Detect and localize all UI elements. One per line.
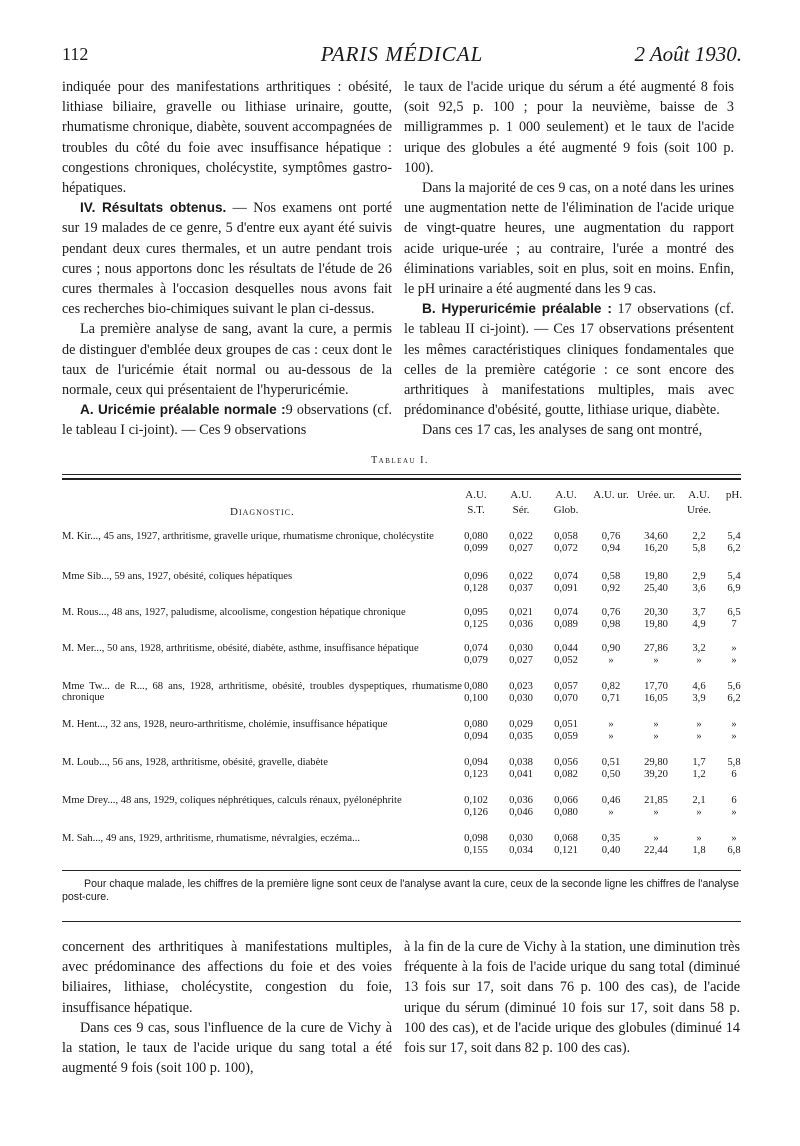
section-heading: A. Uricémie préalable normale :	[80, 402, 286, 418]
value-pre-cure: 6,5	[727, 607, 741, 618]
value-pre-cure: 0,074	[554, 571, 578, 582]
page-header	[62, 42, 742, 70]
value-pre-cure: 0,058	[554, 531, 578, 542]
paragraph-text: 17 observations (cf. le tableau II ci-joint). — Ces 17 observations présentent les mêmes caractéristiques cliniques fondamentales que celles de la première catégorie : ce sont encore des arthritiques à manifestations multiples, mais avec prédominance d'obésité, goutte, lithiase urique, diabète.	[404, 301, 734, 419]
value-post-cure: 0,94	[601, 543, 621, 554]
table-rule	[62, 921, 741, 922]
value-post-cure: 0,052	[554, 655, 578, 666]
value-pre-cure: »	[731, 719, 737, 730]
value-pre-cure: 0,023	[509, 681, 533, 692]
value-pre-cure: 4,6	[692, 681, 706, 692]
value-post-cure: 0,123	[464, 769, 488, 780]
value-post-cure: 0,121	[554, 845, 578, 856]
value-post-cure: 6	[731, 769, 737, 780]
diagnosis-cell: M. Mer..., 50 ans, 1928, arthritisme, obésité, diabète, asthme, insuffisance hépatique	[62, 643, 419, 654]
table-rule	[62, 478, 741, 480]
value-post-cure: 0,070	[554, 693, 578, 704]
table-row	[62, 681, 741, 713]
value-post-cure: 0,126	[464, 807, 488, 818]
column-header: A.U. Glob.	[553, 489, 579, 516]
value-post-cure: »	[696, 655, 702, 666]
diagnosis-cell: M. Kir..., 45 ans, 1927, arthritisme, gravelle urique, rhumatisme chronique, cholécystite	[62, 531, 434, 542]
paragraph: Dans ces 17 cas, les analyses de sang ont montré,	[422, 422, 703, 439]
value-pre-cure: »	[653, 719, 659, 730]
value-pre-cure: »	[696, 833, 702, 844]
column-left-top	[62, 77, 392, 441]
value-post-cure: 5,8	[692, 543, 706, 554]
diagnosis-cell: M. Rous..., 48 ans, 1927, paludisme, alcoolisme, congestion hépatique chronique	[62, 607, 406, 618]
value-pre-cure: 19,80	[644, 571, 668, 582]
diagnosis-cell: Mme Drey..., 48 ans, 1929, coliques néphrétiques, calculs rénaux, pyélonéphrite	[62, 795, 402, 806]
value-post-cure: 6,9	[727, 583, 741, 594]
value-pre-cure: »	[653, 833, 659, 844]
value-post-cure: 1,2	[692, 769, 706, 780]
value-pre-cure: 0,096	[464, 571, 488, 582]
column-left-bottom	[62, 937, 392, 1078]
value-post-cure: 0,027	[509, 543, 533, 554]
table-row	[62, 833, 741, 865]
value-pre-cure: 5,4	[727, 571, 741, 582]
paragraph: concernent des arthritiques à manifestations multiples, avec prédominance des affections du foie et des voies biliaires, lithiase, cholécystite, congestion du foie, insuffisance hépatique.	[62, 939, 392, 1016]
value-post-cure: 0,40	[601, 845, 621, 856]
table-row	[62, 531, 741, 563]
value-pre-cure: 0,080	[464, 681, 488, 692]
value-post-cure: 0,027	[509, 655, 533, 666]
column-header: Urée. ur.	[636, 489, 676, 501]
value-pre-cure: 0,080	[464, 531, 488, 542]
paragraph: indiquée pour des manifestations arthritiques : obésité, lithiase biliaire, gravelle ou lithiase urinaire, goutte, rhumatisme chronique, diabète, souvent accompagnées de troubles du côté du foie avec insuffisance hépatique : congestions chroniques, cholécystite, symptômes gastro-hépatiques.	[62, 79, 392, 197]
diagnosis-cell: M. Hent..., 32 ans, 1928, neuro-arthritisme, cholémie, insuffisance hépatique	[62, 719, 388, 730]
value-pre-cure: 21,85	[644, 795, 668, 806]
value-pre-cure: 0,029	[509, 719, 533, 730]
value-post-cure: 0,072	[554, 543, 578, 554]
value-pre-cure: 5,8	[727, 757, 741, 768]
value-pre-cure: 0,022	[509, 571, 533, 582]
value-pre-cure: 5,4	[727, 531, 741, 542]
value-post-cure: 6,2	[727, 543, 741, 554]
value-post-cure: 22,44	[644, 845, 668, 856]
diagnosis-cell: M. Sah..., 49 ans, 1929, arthritisme, rhumatisme, névralgies, eczéma...	[62, 833, 361, 844]
column-header: A.U. Urée.	[686, 489, 712, 516]
column-header: A.U. ur.	[593, 489, 629, 501]
paragraph	[404, 299, 734, 420]
value-post-cure: »	[653, 807, 659, 818]
table-row	[62, 607, 741, 639]
value-pre-cure: 0,074	[554, 607, 578, 618]
value-post-cure: »	[731, 807, 737, 818]
value-post-cure: 0,125	[464, 619, 488, 630]
value-post-cure: 0,71	[601, 693, 621, 704]
value-pre-cure: 0,51	[601, 757, 621, 768]
value-post-cure: 4,9	[692, 619, 706, 630]
table-note	[62, 878, 741, 904]
value-post-cure: 19,80	[644, 619, 668, 630]
table-row	[62, 795, 741, 827]
paragraph	[62, 400, 392, 440]
value-post-cure: 0,100	[464, 693, 488, 704]
table-caption: Tableau I.	[371, 455, 429, 466]
value-post-cure: 16,20	[644, 543, 668, 554]
table-rule	[62, 870, 741, 871]
value-post-cure: »	[608, 655, 614, 666]
value-pre-cure: 34,60	[644, 531, 668, 542]
value-post-cure: »	[731, 655, 737, 666]
value-pre-cure: »	[696, 719, 702, 730]
paragraph: IV. Résultats obtenus. — Nos examens ont porté sur 19 malades de ce genre, 5 d'entre eux ayant été suivis pendant deux cures thermales, et un autre pendant trois cures ; nous apportons donc les résultats de l'étude de 26 cures thermales à l'occasion desquelles nous avons fait ces recherches bio-chimiques suivant le plan ci-dessus.	[62, 200, 393, 318]
value-pre-cure: 0,76	[601, 531, 621, 542]
value-pre-cure: 0,057	[554, 681, 578, 692]
section-heading: IV. Résultats obtenus.	[80, 200, 227, 216]
value-pre-cure: 20,30	[644, 607, 668, 618]
value-pre-cure: 3,2	[692, 643, 706, 654]
value-pre-cure: »	[608, 719, 614, 730]
page-number: 112	[62, 44, 89, 64]
value-post-cure: 0,089	[554, 619, 578, 630]
diagnosis-cell: Mme Sib..., 59 ans, 1927, obésité, coliques hépatiques	[62, 571, 293, 582]
value-pre-cure: 0,58	[601, 571, 621, 582]
diagnosis-cell: Mme Tw... de R..., 68 ans, 1928, arthritisme, obésité, troubles dyspeptiques, rhumatisme chronique	[62, 681, 462, 703]
value-pre-cure: 6	[731, 795, 737, 806]
value-pre-cure: 0,102	[464, 795, 488, 806]
value-post-cure: 0,041	[509, 769, 533, 780]
value-pre-cure: 0,098	[464, 833, 488, 844]
value-post-cure: 0,036	[509, 619, 533, 630]
value-pre-cure: 5,6	[727, 681, 741, 692]
value-post-cure: »	[731, 731, 737, 742]
value-post-cure: 0,079	[464, 655, 488, 666]
value-pre-cure: 0,82	[601, 681, 621, 692]
value-pre-cure: 0,095	[464, 607, 488, 618]
value-post-cure: »	[653, 655, 659, 666]
value-post-cure: »	[653, 731, 659, 742]
table-rule	[62, 474, 741, 475]
value-pre-cure: 0,90	[601, 643, 621, 654]
table-row	[62, 571, 741, 603]
value-post-cure: 1,8	[692, 845, 706, 856]
value-pre-cure: »	[731, 833, 737, 844]
column-header: pH.	[725, 489, 743, 501]
value-post-cure: 25,40	[644, 583, 668, 594]
value-pre-cure: 0,76	[601, 607, 621, 618]
value-pre-cure: 0,030	[509, 643, 533, 654]
value-post-cure: 0,128	[464, 583, 488, 594]
value-post-cure: 0,082	[554, 769, 578, 780]
issue-date: 2 Août 1930.	[634, 42, 742, 66]
value-pre-cure: 0,066	[554, 795, 578, 806]
value-post-cure: 16,05	[644, 693, 668, 704]
value-pre-cure: 2,2	[692, 531, 706, 542]
table-row	[62, 719, 741, 751]
journal-title: PARIS MÉDICAL	[320, 42, 484, 66]
value-post-cure: 0,035	[509, 731, 533, 742]
column-right-bottom	[404, 937, 740, 1058]
value-pre-cure: 0,074	[464, 643, 488, 654]
value-post-cure: 0,030	[509, 693, 533, 704]
value-post-cure: 0,155	[464, 845, 488, 856]
diagnosis-cell: M. Loub..., 56 ans, 1928, arthritisme, obésité, gravelle, diabète	[62, 757, 328, 768]
paragraph-text: 9 observations (cf. le tableau I ci-joint). — Ces 9 observations	[62, 402, 392, 439]
value-post-cure: 6,8	[727, 845, 741, 856]
value-pre-cure: 29,80	[644, 757, 668, 768]
value-pre-cure: 27,86	[644, 643, 668, 654]
value-pre-cure: 0,036	[509, 795, 533, 806]
value-pre-cure: 3,7	[692, 607, 706, 618]
value-post-cure: 0,059	[554, 731, 578, 742]
value-pre-cure: 0,46	[601, 795, 621, 806]
value-pre-cure: 0,094	[464, 757, 488, 768]
value-post-cure: 0,091	[554, 583, 578, 594]
value-pre-cure: »	[731, 643, 737, 654]
value-post-cure: 0,034	[509, 845, 533, 856]
value-post-cure: 0,98	[601, 619, 621, 630]
value-pre-cure: 2,9	[692, 571, 706, 582]
value-pre-cure: 0,030	[509, 833, 533, 844]
value-post-cure: 0,037	[509, 583, 533, 594]
value-post-cure: 39,20	[644, 769, 668, 780]
value-post-cure: »	[608, 731, 614, 742]
value-post-cure: 7	[731, 619, 737, 630]
value-post-cure: »	[696, 807, 702, 818]
value-pre-cure: 0,051	[554, 719, 578, 730]
diagnostic-header: Diagnostic.	[230, 506, 295, 518]
value-pre-cure: 17,70	[644, 681, 668, 692]
paragraph: La première analyse de sang, avant la cure, a permis de distinguer d'emblée deux groupes de cas : ceux dont le taux de l'uricémie était normal ou au-dessous de la normale, ceux qui présentaient de l'hyperuricémie.	[62, 321, 392, 399]
paragraph: le taux de l'acide urique du sérum a été augmenté 8 fois (soit 92,5 p. 100 ; pour la neuvième, baisse de 3 milligrammes p. 1 000 seulement) et le taux de l'acide urique des globules a été augmenté 9 fois (soit 100 p. 100).	[404, 79, 734, 176]
paragraph-text: Nos examens ont porté sur 19 malades de ce genre, 5 d'entre eux ayant été suivis pendant deux cures thermales, et un autre pendant trois cures ; nous apportons donc les résultats de l'étude de 26 cures thermales à l'occasion desquelles nous avons fait ces recherches bio-chimiques suivant le plan ci-dessus.	[62, 200, 393, 318]
value-post-cure: 3,6	[692, 583, 706, 594]
table-header	[62, 488, 741, 528]
value-post-cure: 6,2	[727, 693, 741, 704]
value-post-cure: 0,094	[464, 731, 488, 742]
value-pre-cure: 0,022	[509, 531, 533, 542]
table-note-text: Pour chaque malade, les chiffres de la première ligne sont ceux de l'analyse avant la cure, ceux de la seconde ligne les chiffres de l'analyse post-cure.	[62, 878, 739, 903]
value-post-cure: 3,9	[692, 693, 706, 704]
column-header: A.U. S.T.	[465, 489, 487, 516]
column-header: A.U. Sér.	[510, 489, 532, 516]
value-pre-cure: 0,080	[464, 719, 488, 730]
value-post-cure: »	[608, 807, 614, 818]
value-pre-cure: 0,038	[509, 757, 533, 768]
table-row	[62, 757, 741, 789]
paragraph: Dans ces 9 cas, sous l'influence de la cure de Vichy à la station, le taux de l'acide urique du sang total a été augmenté 9 fois (soit 100 p. 100),	[62, 1019, 392, 1077]
table-row	[62, 643, 741, 675]
value-post-cure: 0,92	[601, 583, 621, 594]
value-pre-cure: 0,021	[509, 607, 533, 618]
section-heading: B. Hyperuricémie préalable :	[422, 301, 612, 317]
paragraph: à la fin de la cure de Vichy à la station, une diminution très fréquente à la fois de l'acide urique du sang total (diminué 13 fois sur 17, soit dans 76 p. 100 des cas), de l'acide urique du sérum (diminué 10 fois sur 17, soit dans 58 p. 100 des cas), et de l'acide urique des globules (diminué 14 fois sur 17, soit dans 82 p. 100 des cas).	[404, 939, 740, 1057]
value-pre-cure: 0,35	[601, 833, 621, 844]
value-pre-cure: 0,044	[554, 643, 578, 654]
value-pre-cure: 1,7	[692, 757, 706, 768]
value-post-cure: 0,50	[601, 769, 621, 780]
value-post-cure: »	[696, 731, 702, 742]
value-post-cure: 0,080	[554, 807, 578, 818]
value-post-cure: 0,099	[464, 543, 488, 554]
value-post-cure: 0,046	[509, 807, 533, 818]
value-pre-cure: 0,056	[554, 757, 578, 768]
value-pre-cure: 2,1	[692, 795, 706, 806]
column-right-top	[404, 77, 734, 441]
value-pre-cure: 0,068	[554, 833, 578, 844]
paragraph: Dans la majorité de ces 9 cas, on a noté dans les urines une augmentation nette de l'élimination de l'acide urique de vingt-quatre heures, une augmentation du rapport acide urique-urée ; au contraire, l'urée a montré des éliminations variables, soit en plus, soit en moins. Enfin, le pH urinaire a été augmenté dans les 9 cas.	[404, 180, 734, 298]
